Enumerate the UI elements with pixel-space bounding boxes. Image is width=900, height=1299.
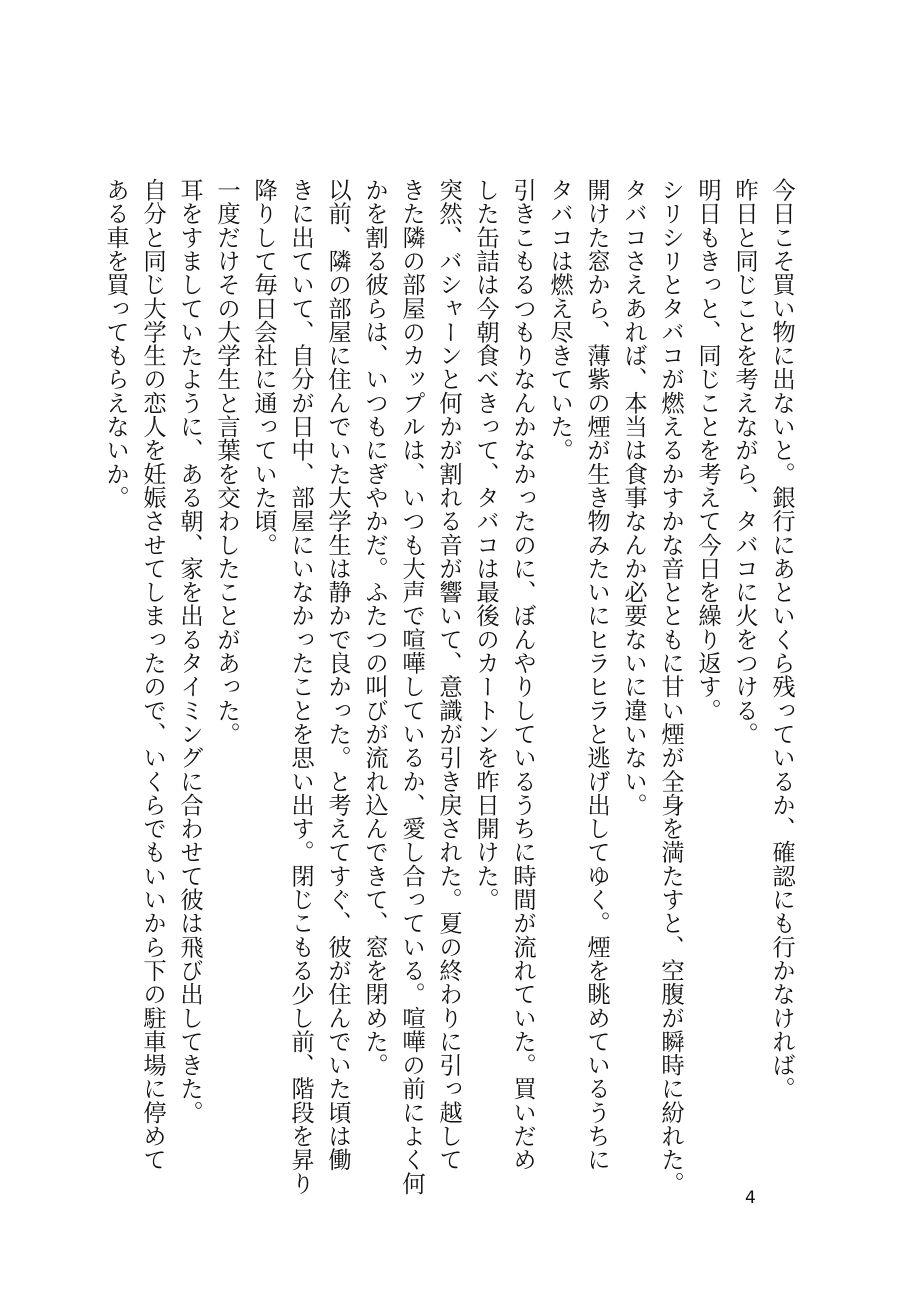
- text-line: シリシリとタバコが燃えるかすかな音とともに甘い煙が全身を満たすと、空腹が瞬時に紛れた。: [657, 178, 684, 1195]
- text-line: 一度だけその大学生と言葉を交わしたことがあった。: [213, 178, 240, 746]
- text-line: 開けた窓から、薄紫の煙が生き物みたいにヒラヒラと逃げ出してゆく。煙を眺めているうちに: [583, 178, 610, 1172]
- text-line: かを割る彼らは、いつもにぎやかだ。ふたつの叫びが流れ込んできて、窓を閉めた。: [361, 178, 388, 1077]
- text-line: 以前、隣の部屋に住んでいた大学生は静かで良かった。と考えてすぐ、彼が住んでいた頃は働: [324, 178, 351, 1172]
- text-line: タバコさえあれば、本当は食事なんか必要ないに違いない。: [620, 178, 647, 817]
- text-line: 突然、バシャーンと何かが割れる音が響いて、意識が引き戻された。夏の終わりに引っ越して: [435, 178, 462, 1172]
- text-line: 今日こそ買い物に出ないと。銀行にあといくら残っているか、確認にも行かなければ。: [768, 178, 795, 1101]
- text-line: 明日もきっと、同じことを考えて今日を繰り返す。: [694, 178, 721, 722]
- text-line: 昨日と同じことを考えながら、タバコに火をつける。: [731, 178, 758, 746]
- text-line: 引きこもるつもりなんかなかったのに、ぼんやりしているうちに時間が流れていた。買いだめ: [509, 178, 536, 1172]
- text-line: きた隣の部屋のカップルは、いつも大声で喧嘩しているか、愛し合っている。喧嘩の前によく何: [398, 178, 425, 1195]
- vertical-text-body: [97, 178, 800, 1195]
- text-line: きに出ていて、自分が日中、部屋にいなかったことを思い出す。閉じこもる少し前、階段を昇り: [287, 178, 314, 1195]
- page-number: 4: [745, 1188, 756, 1208]
- text-line: 降りして毎日会社に通っていた頃。: [250, 178, 277, 557]
- text-line: 自分と同じ大学生の恋人を妊娠させてしまったので、いくらでもいいから下の駐車場に停めて: [139, 178, 166, 1172]
- text-line: ある車を買ってもらえないか。: [102, 178, 129, 510]
- text-line: タバコは燃え尽きていた。: [546, 178, 573, 462]
- text-line: した缶詰は今朝食べきって、タバコは最後のカートンを昨日開けた。: [472, 178, 499, 912]
- text-line: 耳をすましていたように、ある朝、家を出るタイミングに合わせて彼は飛び出してきた。: [176, 178, 203, 1124]
